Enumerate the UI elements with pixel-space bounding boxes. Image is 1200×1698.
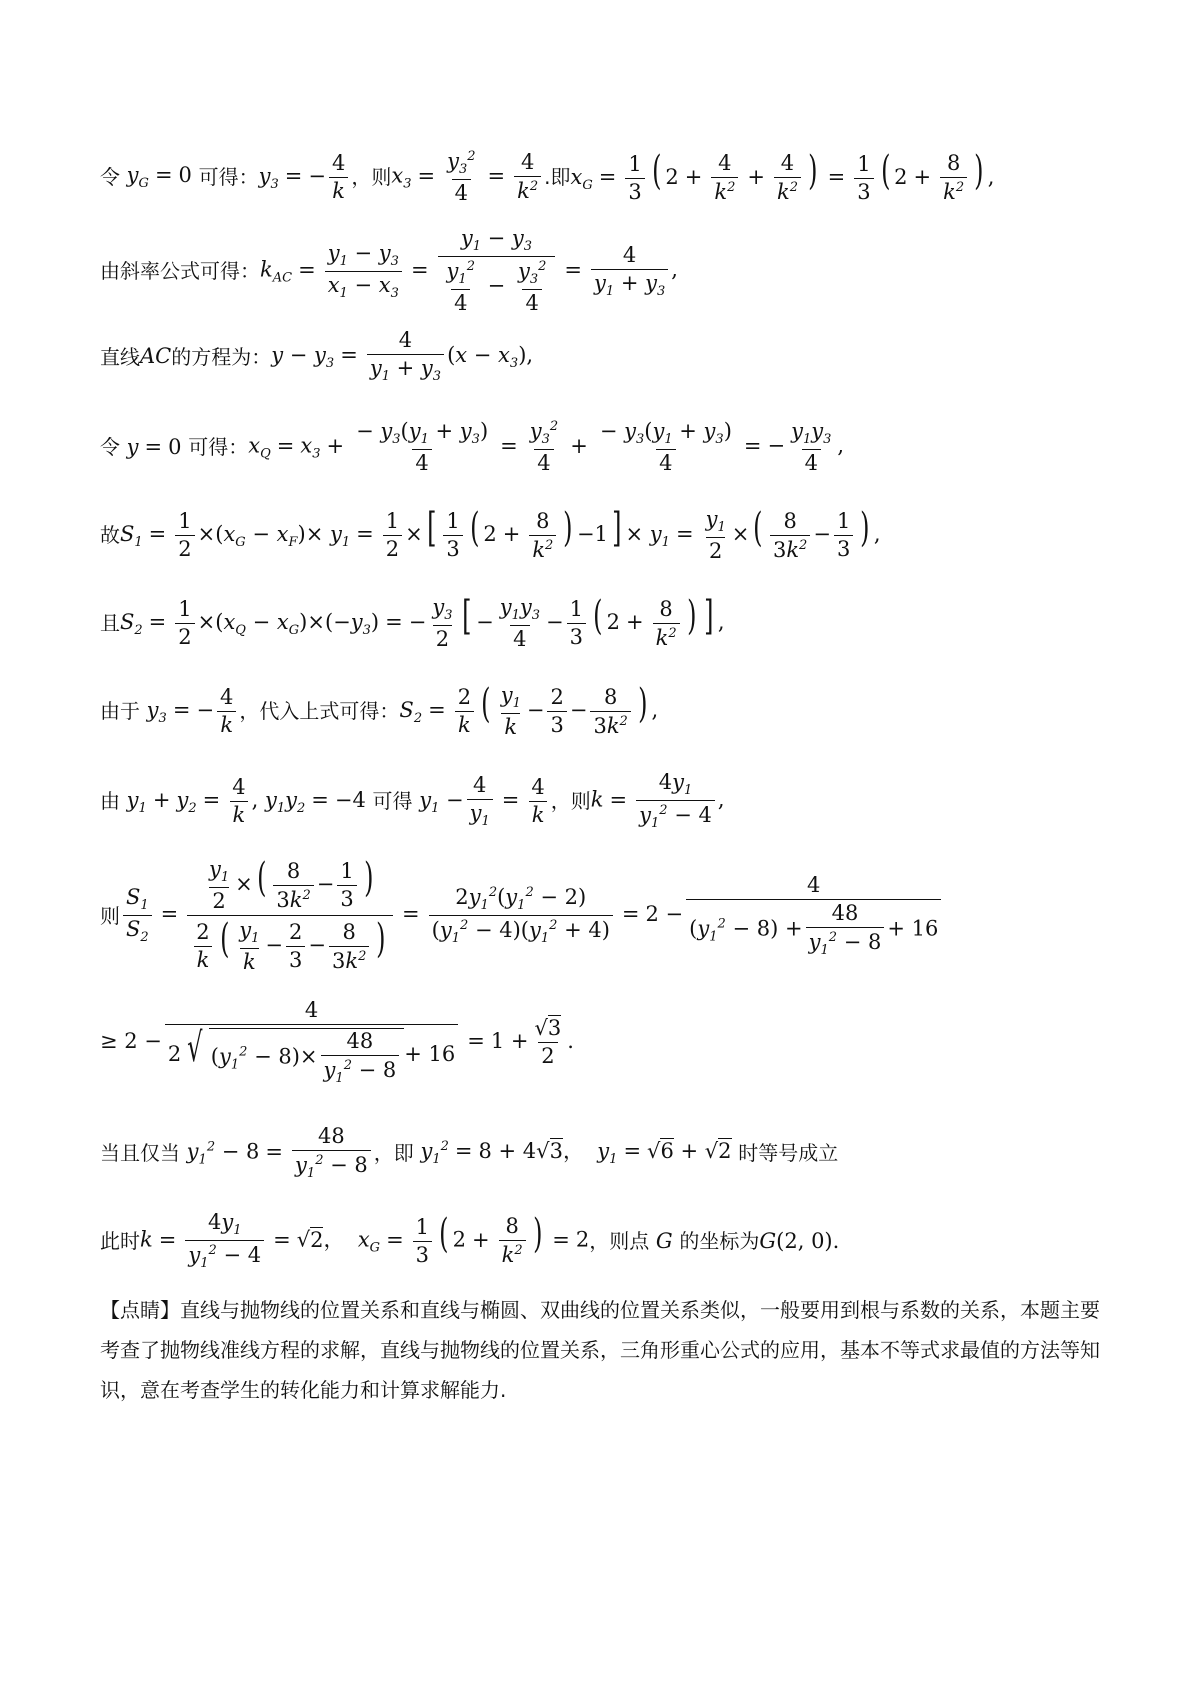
text: .即 — [544, 165, 571, 189]
text: ，则 — [351, 165, 392, 189]
text: 可得 — [372, 789, 413, 813]
text: ，则点 — [589, 1229, 650, 1253]
formula: $S_2$ = $\frac{1}{2}$ $\times(x_Q - x_G)\times(-y_3)$ = − $\frac{y_3}{2}$ [ − $\frac{y_1y_3}{4}$ − $\frac{1}{3}$ ( 2 + $\frac{8}{k^2}$ ) ] , — [120, 593, 725, 651]
text: 令 — [100, 435, 120, 459]
text: 此时 — [100, 1229, 140, 1253]
solution-line-10 — [100, 1000, 1110, 1085]
formula: $S_1$ = $\frac{1}{2}$ $\times(x_G - x_F)\times y_1$ = $\frac{1}{2}$ × [ $\frac{1}{3}$ ( 2 + $\frac{8}{k^2}$ ) −1 ] × $y_1$ = $\frac{y_1}{2}$ × ( $\frac{8}{3k^2}$ − $\frac{1}{3}$ ) , — [120, 505, 881, 563]
solution-line-3 — [100, 330, 1110, 383]
solution-line-9 — [100, 855, 1110, 974]
formula: $S_2$ = $\frac{2}{k}$ ( $\frac{y_1}{k}$ − $\frac{2}{3}$ − $\frac{8}{3k^2}$ ) , — [399, 681, 659, 739]
formula: $y_3$ = − $\frac{4}{k}$ — [140, 687, 239, 736]
text: 由于 — [100, 699, 140, 723]
formula: $x_G$ = $\frac{1}{3}$ ( 2 + $\frac{4}{k^2}$ + $\frac{4}{k^2}$ ) = $\frac{1}{3}$ ( 2 + $\frac{8}{k^2}$ ) , — [570, 147, 995, 205]
solution-line-12 — [100, 1212, 1110, 1270]
formula: G — [649, 1228, 680, 1253]
comment-paragraph — [100, 1290, 1110, 1410]
text: 可得： — [198, 165, 259, 189]
text: ，即 — [373, 1141, 414, 1165]
formula: $\frac{S_1}{S_2}$ = $\frac{y_1}{2}$ × ( $\frac{8}{3k^2}$ − $\frac{1}{3}$ ) $\frac{2}{k}$ ( $\frac{y_1}{k}$ − $\frac{2}{3}$ − $\frac{8}{3k^2}$ ) = $\frac{2y_1^2(y_1^2 - 2)}{(y_1^2 - 4)(y_1^2 + 4)}$ = 2 − 4 $(y_1^2 - 8)$ + $\frac{48}{y_1^2 - 8}$ + 16 — [120, 858, 944, 973]
formula: $y_3$ = − $\frac{4}{k}$ — [259, 153, 352, 202]
formula: $y_1$ − $\frac{4}{y_1}$ = $\frac{4}{k}$ — [413, 775, 551, 828]
solution-line-6 — [100, 593, 1110, 651]
text: ，则 — [550, 789, 591, 813]
solution-line-7 — [100, 681, 1110, 739]
comment-text: 直线与抛物线的位置关系和直线与椭圆、双曲线的位置关系类似，一般要用到根与系数的关系，本题主要考查了抛物线准线方程的求解，直线与抛物线的位置关系，三角形重心公式的应用，基本不等式求最值的方法等知识，意在考查学生的转化能力和计算求解能力. — [100, 1298, 1100, 1402]
solution-line-11 — [100, 1126, 1110, 1180]
text: 当且仅当 — [100, 1141, 180, 1165]
text: 故 — [100, 523, 120, 547]
text: 且 — [100, 611, 120, 635]
solution-line-8 — [100, 772, 1110, 830]
formula: $y_1 + y_2$ = $\frac{4}{k}$ , $y_1y_2 = -4$ — [120, 774, 366, 827]
formula: k = $\frac{4y_1}{y_1^2 - 4}$ , — [590, 770, 725, 831]
text: 令 — [100, 165, 120, 189]
text: 的方程为： — [171, 344, 272, 369]
formula: $y - y_3$ = $\frac{4}{y_1 + y_3}$ $(x - x_3)$, — [271, 328, 534, 384]
text: 则 — [100, 903, 120, 928]
formula: G(2, 0). — [759, 1228, 840, 1253]
text: 时等号成立 — [738, 1141, 839, 1165]
formula: $k_{AC}$ = $\frac{y_1 - y_3}{x_1 - x_3}$ = $y_1 - y_3$ $\frac{y_1^2}{4}$ − $\frac{y_3^2}{4}$ = $\frac{4}{y_1 + y_3}$ , — [260, 226, 678, 315]
comment-label: 【点睛】 — [100, 1298, 180, 1322]
formula: AC — [140, 344, 172, 368]
formula: $y_1^2 = 8 + 4√3$， $y_1 = √6 + √2$ — [413, 1139, 732, 1167]
solution-line-5 — [100, 505, 1110, 563]
text: ，代入上式可得： — [239, 699, 400, 723]
text: 由 — [100, 789, 120, 813]
formula: k = $\frac{4y_1}{y_1^2 - 4}$ = √2， $x_G$ = $\frac{1}{3}$ ( 2 + $\frac{8}{k^2}$ ) = 2 — [140, 1210, 590, 1271]
formula: $y_1^2 - 8$ = $\frac{48}{y_1^2 - 8}$ — [180, 1126, 374, 1180]
text: 直线 — [100, 344, 140, 369]
text: 可得： — [188, 435, 249, 459]
text: 的坐标为 — [679, 1229, 760, 1253]
formula: $x_Q = x_3$ + $\frac{- y_3(y_1 + y_3)}{4}$ = $\frac{y_3^2}{4}$ + $\frac{- y_3(y_1 + y_3)}{4}$ = − $\frac{y_1y_3}{4}$ , — [248, 418, 845, 475]
solution-line-4 — [100, 420, 1110, 474]
formula: y = 0 — [120, 434, 182, 459]
formula: $x_3$ = $\frac{y_3^2}{4}$ = $\frac{4}{k^2}$ — [391, 150, 544, 204]
formula: $y_G = 0$ — [120, 162, 192, 191]
solution-line-2 — [100, 228, 1110, 314]
solution-line-1 — [100, 147, 1110, 205]
text: 由斜率公式可得： — [100, 259, 260, 283]
formula: ≥ 2 − 4 2 √ $(y_1^2 - 8)\times$ $\frac{48}{y_1^2 - 8}$ + 16 = 1 + $\frac{√3}{2}$ . — [100, 998, 574, 1086]
